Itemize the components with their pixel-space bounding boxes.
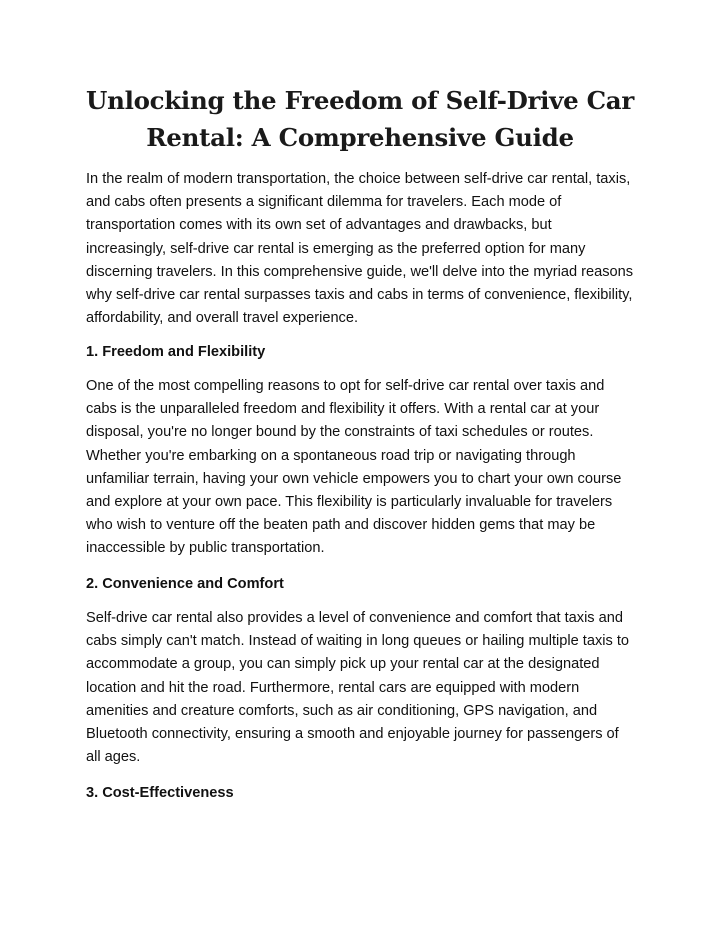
document-title: Unlocking the Freedom of Self-Drive Car Rental: A Comprehensive Guide <box>86 86 634 152</box>
section-heading-convenience-comfort: 2. Convenience and Comfort <box>86 576 284 592</box>
section-body-convenience-comfort: Self-drive car rental also provides a level of convenience and comfort that taxis and cabs simply can't match. Instead of waiting in long queues or hailing multiple taxis to accommodate a group, you can simply pick up your rental car at the designated location and hit the road. Furthermore, rental cars are equipped with modern amenities and creature comforts, such as air conditioning, GPS navigation, and Bluetooth connectivity, ensuring a smooth and enjoyable journey for passengers of all ages. <box>86 610 630 766</box>
intro-paragraph: In the realm of modern transportation, the choice between self-drive car rental, taxis, and cabs often presents a significant dilemma for travelers. Each mode of transportation comes with its own set of advantages and drawbacks, but increasingly, self-drive car rental is emerging as the preferred option for many discerning travelers. In this comprehensive guide, we'll delve into the myriad reasons why self-drive car rental surpasses taxis and cabs in terms of convenience, flexibility, affordability, and overall travel experience. <box>86 171 634 327</box>
section-heading-cost-effectiveness: 3. Cost-Effectiveness <box>86 785 234 801</box>
section-body-freedom-flexibility: One of the most compelling reasons to opt for self-drive car rental over taxis and cabs is the unparalleled freedom and flexibility it offers. With a rental car at your disposal, you're no longer bound by the constraints of taxi schedules or routes. Whether you're embarking on a spontaneous road trip or navigating through unfamiliar terrain, having your own vehicle empowers you to chart your own course and explore at your own pace. This flexibility is particularly invaluable for travelers who wish to venture off the beaten path and discover hidden gems that may be inaccessible by public transportation. <box>86 378 622 557</box>
section-heading-freedom-flexibility: 1. Freedom and Flexibility <box>86 344 266 360</box>
